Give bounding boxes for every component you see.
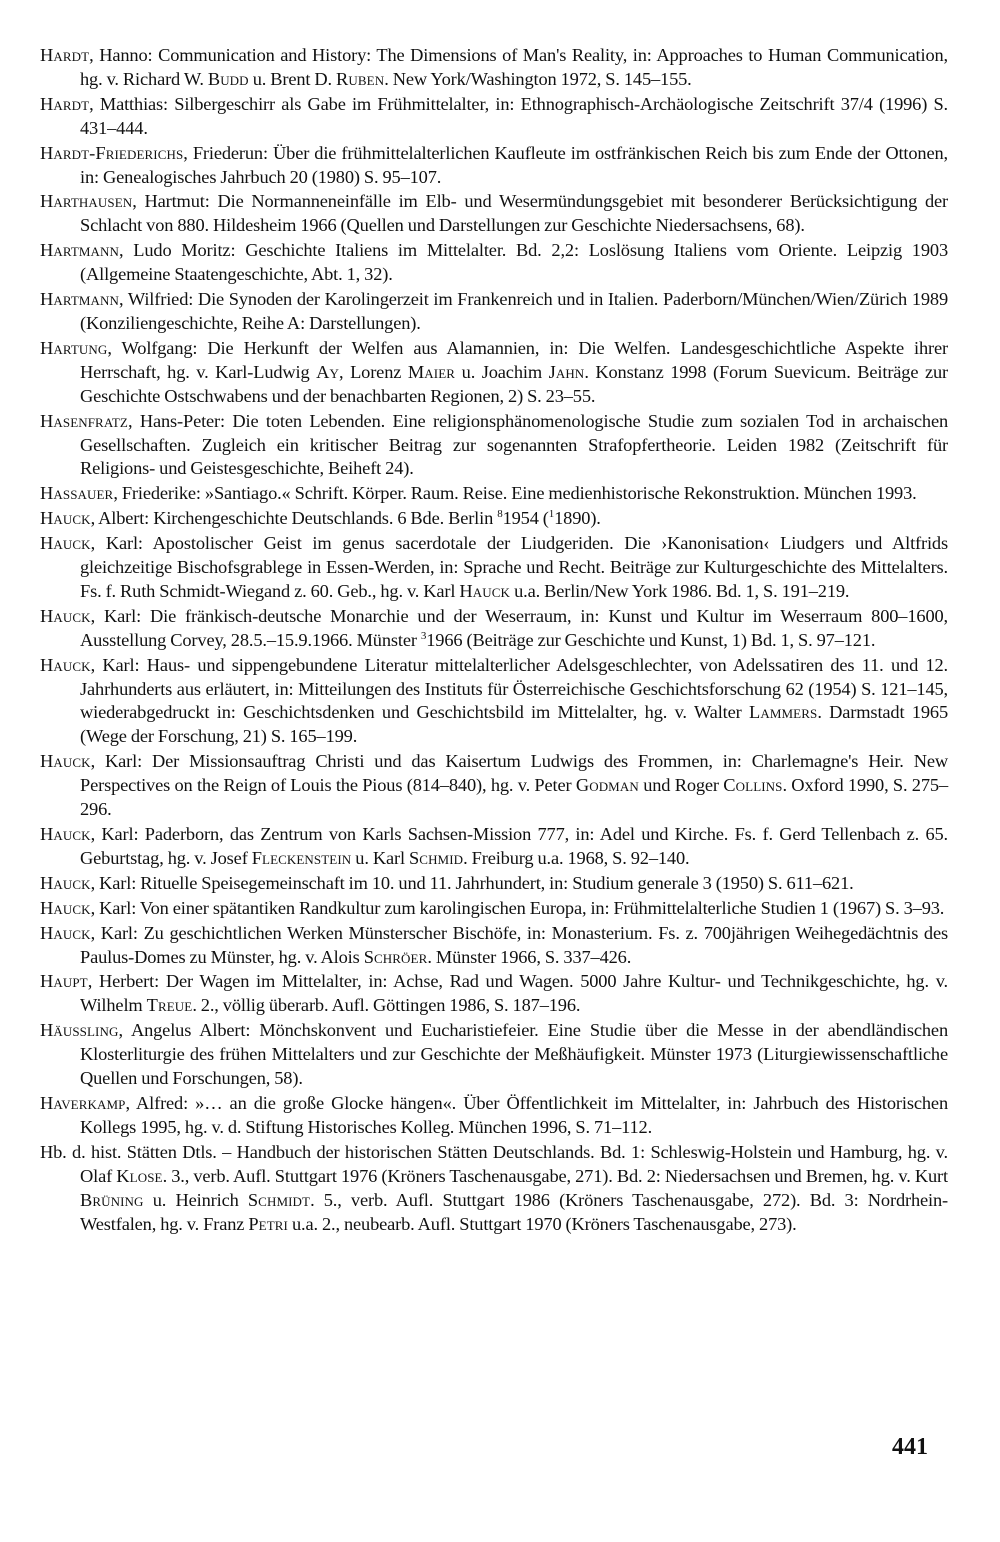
edition-superscript: 8 xyxy=(497,508,503,521)
author-name: Haupt xyxy=(40,971,88,992)
author-name: Schmid xyxy=(408,847,464,868)
bibliography-entry xyxy=(40,507,948,531)
entry-text: , Wolfgang: Die Herkunft der Welfen aus Alamannien, in: Die Welfen. Landesgeschichtliche Aspekte ihrer Herrschaft, hg. v. Karl-Ludwig xyxy=(80,337,948,382)
author-name: Hauck xyxy=(40,533,91,554)
entry-text: u.a. 2., neubearb. Aufl. Stuttgart 1970 (Kröners Taschenausgabe, 273). xyxy=(287,1213,797,1234)
entry-text: . Darmstadt 1965 (Wege der Forschung, 21) S. 165–199. xyxy=(80,702,949,747)
bibliography-entry xyxy=(40,239,948,287)
entry-text: , Lorenz xyxy=(339,361,408,382)
entry-text: , Karl: Paderborn, das Zentrum von Karls Sachsen-Mission 777, in: Adel und Kirche. Fs. f. Gerd Tellenbach z. 65. Geburtstag, hg. v. Josef xyxy=(80,824,948,868)
author-name: Hasenfratz xyxy=(40,410,128,431)
entry-text: , Albert: Kirchengeschichte Deutschlands. 6 Bde. Berlin xyxy=(90,508,498,529)
entry-text: , Karl: Rituelle Speisegemeinschaft im 10. und 11. Jahrhundert, in: Studium generale 3 (1950) S. 611–621. xyxy=(90,872,854,893)
author-name: Hauck xyxy=(40,508,91,529)
bibliography-entry xyxy=(40,750,948,822)
author-name: Godman xyxy=(575,775,639,796)
bibliography-entry xyxy=(40,1092,948,1140)
author-name: Hauck xyxy=(459,580,511,601)
entry-text: , Matthias: Silbergeschirr als Gabe im Frühmittelalter, in: Ethnographisch-Archäologische Zeitschrift 37/4 (1996) S. 431–444. xyxy=(80,93,948,138)
bibliography-entry xyxy=(40,337,948,409)
author-name: Hardt xyxy=(40,93,90,114)
bibliography-entry xyxy=(40,482,948,506)
author-name: Klose xyxy=(116,1165,163,1186)
bibliography-list xyxy=(40,44,948,1236)
entry-text: , Ludo Moritz: Geschichte Italiens im Mittelalter. Bd. 2,2: Loslösung Italiens vom Oriente. Leipzig 1903 (Allgemeine Staatengeschichte, Abt. 1, 32). xyxy=(80,240,948,285)
bibliography-entry xyxy=(40,897,948,921)
author-name: Hardt-Friederichs xyxy=(40,142,184,163)
entry-text: , Hans-Peter: Die toten Lebenden. Eine religionsphänomenologische Studie zum sozialen Tod in archaischen Gesellschaften. Zugleich ein kritischer Beitrag zur sogenannten Strafopfertheorie. Leiden 1982 (Zeitschrift für Religions- und Geistesgeschichte, Beiheft 24). xyxy=(80,410,948,479)
author-name: Hartung xyxy=(40,337,108,358)
bibliography-entry xyxy=(40,654,948,750)
entry-text: . 5., verb. Aufl. Stuttgart 1986 (Kröners Taschenausgabe, 272). Bd. 3: Nordrhein-Westfalen, hg. v. Franz xyxy=(80,1189,948,1234)
author-name: Hauck xyxy=(40,605,91,626)
bibliography-entry xyxy=(40,823,948,871)
author-name: Treue xyxy=(146,995,193,1016)
entry-text: . Konstanz 1998 (Forum Suevicum. Beiträge zur Geschichte Ostschwabens und der benachbarten Regionen, 2) S. 23–55. xyxy=(80,361,948,406)
entry-text: , Karl: Von einer spätantiken Randkultur zum karolingischen Europa, in: Frühmittelalterliche Studien 1 (1967) S. 3–93. xyxy=(90,897,945,918)
bibliography-entry xyxy=(40,605,948,653)
bibliography-entry xyxy=(40,288,948,336)
entry-text: . Oxford 1990, S. 275–296. xyxy=(80,775,948,820)
entry-text: , Karl: Apostolischer Geist im genus sacerdotale der Liudgeriden. Die ›Kanonisation‹ Liudgers und Altfrids gleichzeitige Bischofsgrablege in Essen-Werden, in: Sprache und Recht. Beiträge zur Kulturgeschichte des Mittelalters. Fs. f. Ruth Schmidt-Wiegand z. 60. Geb., hg. v. Karl xyxy=(80,533,948,601)
author-name: Haverkamp xyxy=(40,1092,126,1113)
author-name: Hauck xyxy=(40,654,91,675)
author-name: Hauck xyxy=(40,751,91,772)
author-name: Harthausen xyxy=(40,191,133,212)
author-name: Schröer xyxy=(363,946,428,967)
author-name: Brüning xyxy=(80,1189,144,1210)
bibliography-entry xyxy=(40,922,948,970)
entry-text: , Karl: Haus- und sippengebundene Literatur mittelalterlicher Adelsgeschlechter, von Adelssatiren des 11. und 12. Jahrhunderts aus erläutert, in: Mitteilungen des Instituts für Österreichische Geschichtsforschung 62 (1954) S. 121–145, wiederabgedruckt in: Geschichtsdenken und Geschichtsbild im Mittelalter, hg. v. Walter xyxy=(80,654,948,723)
entry-text: u. Joachim xyxy=(455,361,549,382)
author-name: Hauck xyxy=(40,824,91,844)
entry-text: , Herbert: Der Wagen im Mittelalter, in: Achse, Rad und Wagen. 5000 Jahre Kultur- und Technikgeschichte, hg. v. Wilhelm xyxy=(80,971,948,1016)
entry-text: , Karl: Zu geschichtlichen Werken Münsterscher Bischöfe, in: Monasterium. Fs. z. 700jährigen Weihegedächtnis des Paulus-Domes zu Münster, hg. v. Alois xyxy=(80,922,948,967)
entry-text: , Angelus Albert: Mönchskonvent und Eucharistiefeier. Eine Studie über die Messe in der abendländischen Klosterliturgie des frühen Mittelalters und zur Geschichte der Meßhäufigkeit. Münster 1973 (Liturgiewissenschaftliche Quellen und Forschungen, 58). xyxy=(80,1020,948,1089)
entry-text: , Hanno: Communication and History: The Dimensions of Man's Reality, in: Approaches to Human Communication, hg. v. Richard W. xyxy=(80,45,948,89)
bibliography-entry xyxy=(40,532,948,604)
entry-text: , Friederike: »Santiago.« Schrift. Körper. Raum. Reise. Eine medienhistorische Rekonstruktion. München 1993. xyxy=(113,483,917,504)
entry-text: u. Heinrich xyxy=(143,1189,248,1210)
entry-text: und Roger xyxy=(638,775,724,796)
entry-text: . 3., verb. Aufl. Stuttgart 1976 (Kröners Taschenausgabe, 271). Bd. 2: Niedersachsen und Bremen, hg. v. Kurt xyxy=(162,1165,948,1186)
bibliography-entry xyxy=(40,970,948,1018)
author-name: Schmidt xyxy=(247,1189,311,1210)
entry-text: , Alfred: »… an die große Glocke hängen«. Über Öffentlichkeit im Mittelalter, in: Jahrbuch des Historischen Kollegs 1995, hg. v. d. Stiftung Historisches Kolleg. München 1996, S. 71–112. xyxy=(80,1092,948,1137)
entry-text: , Friederun: Über die frühmittelalterlichen Kaufleute im ostfränkischen Reich bis zum Ende der Ottonen, in: Genealogisches Jahrbuch 20 (1980) S. 95–107. xyxy=(80,142,948,187)
entry-text: u. Brent D. xyxy=(248,68,337,89)
entry-text: u. Karl xyxy=(351,847,409,868)
bibliography-entry xyxy=(40,1019,948,1091)
entry-text: . 2., völlig überarb. Aufl. Göttingen 1986, S. 187–196. xyxy=(192,995,581,1016)
author-name: Hartmann xyxy=(40,289,120,310)
author-name: Maier xyxy=(407,361,456,382)
edition-superscript: 3 xyxy=(420,629,427,642)
entry-text: Hb. d. hist. Stätten Dtls. – Handbuch der historischen Stätten Deutschlands. Bd. 1: Schleswig-Holstein und Hamburg, hg. v. Olaf xyxy=(40,1141,948,1186)
bibliography-entry xyxy=(40,190,948,238)
entry-text: , Wilfried: Die Synoden der Karolingerzeit im Frankenreich und in Italien. Paderborn/München/Wien/Zürich 1989 (Konziliengeschichte, Reihe A: Darstellungen). xyxy=(80,289,948,333)
entry-text: , Karl: Der Missionsauftrag Christi und das Kaisertum Ludwigs des Frommen, in: Charlemagne's Heir. New Perspectives on the Reign of Louis the Pious (814–840), hg. v. Peter xyxy=(80,751,948,796)
bibliography-page xyxy=(40,44,948,1237)
entry-text: 1954 ( xyxy=(502,508,549,529)
author-name: Petri xyxy=(248,1213,288,1234)
bibliography-entry xyxy=(40,1141,948,1237)
bibliography-entry xyxy=(40,142,948,190)
author-name: Hauck xyxy=(40,897,91,918)
entry-text: , Hartmut: Die Normanneneinfälle im Elb- und Wesermündungsgebiet mit besonderer Berücksichtigung der Schlacht von 880. Hildesheim 1966 (Quellen und Darstellungen zur Geschichte Niedersachsens, 68). xyxy=(80,191,948,236)
author-name: Collins xyxy=(723,775,783,796)
page-number: 441 xyxy=(892,1434,928,1460)
author-name: Ay xyxy=(316,361,340,382)
author-name: Hauck xyxy=(40,872,91,893)
author-name: Häussling xyxy=(40,1020,119,1041)
author-name: Lammers xyxy=(749,702,818,723)
author-name: Hardt xyxy=(40,45,90,65)
bibliography-entry xyxy=(40,93,948,141)
author-name: Ruben xyxy=(336,68,385,89)
author-name: Hauck xyxy=(40,922,91,943)
entry-text: 1966 (Beiträge zur Geschichte und Kunst, 1) Bd. 1, S. 97–121. xyxy=(426,629,876,650)
entry-text: u.a. Berlin/New York 1986. Bd. 1, S. 191–219. xyxy=(510,580,850,601)
bibliography-entry xyxy=(40,44,948,92)
entry-text: . Freiburg u.a. 1968, S. 92–140. xyxy=(463,847,690,868)
entry-text: . New York/Washington 1972, S. 145–155. xyxy=(384,68,692,89)
edition-superscript: 1 xyxy=(548,508,555,521)
entry-text: , Karl: Die fränkisch-deutsche Monarchie und der Weserraum, in: Kunst und Kultur im Weserraum 800–1600, Ausstellung Corvey, 28.5.–15.9.1966. Münster xyxy=(80,605,948,650)
entry-text: 1890). xyxy=(554,508,601,529)
entry-text: . Münster 1966, S. 337–426. xyxy=(427,946,632,967)
author-name: Hartmann xyxy=(40,240,120,261)
author-name: Hassauer xyxy=(40,483,114,504)
bibliography-entry xyxy=(40,410,948,482)
bibliography-entry xyxy=(40,872,948,896)
author-name: Jahn xyxy=(548,361,585,382)
author-name: Fleckenstein xyxy=(251,847,352,868)
author-name: Budd xyxy=(207,68,249,89)
